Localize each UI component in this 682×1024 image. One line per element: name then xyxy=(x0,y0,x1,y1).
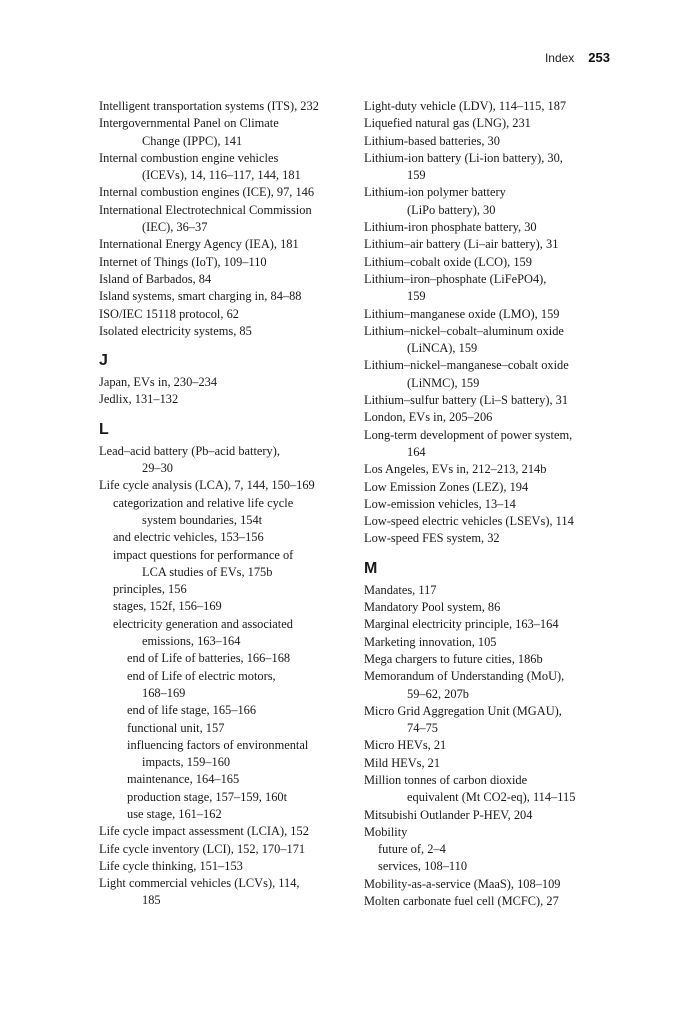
index-entry: Light-duty vehicle (LDV), 114–115, 187 xyxy=(364,99,567,113)
index-entry: International Energy Agency (IEA), 181 xyxy=(99,237,299,252)
index-entry: Lithium-based batteries, 30 xyxy=(364,133,500,148)
index-subsubentry: end of Life of electric motors, 168–169 xyxy=(127,668,276,700)
index-entry: Memorandum of Understanding (MoU), 59–62, 207b xyxy=(364,669,565,701)
index-entry: Low-speed FES system, 32 xyxy=(364,531,500,546)
index-entry: Mobility xyxy=(364,824,408,839)
index-column-left xyxy=(99,98,351,910)
index-entry: Intelligent transportation systems (ITS), 232 xyxy=(99,99,319,113)
index-entry: International Electrotechnical Commission (IEC), 36–37 xyxy=(99,202,312,235)
index-entry: Micro Grid Aggregation Unit (MGAU), 74–75 xyxy=(364,703,562,736)
section-letter-j: J xyxy=(99,352,108,370)
index-subsubentry: functional unit, 157 xyxy=(127,720,225,735)
index-entry: Intergovernmental Panel on Climate Change (IPPC), 141 xyxy=(99,116,279,148)
index-subentry: services, 108–110 xyxy=(378,859,468,874)
index-subsubentry: maintenance, 164–165 xyxy=(127,772,240,787)
index-entry: Low Emission Zones (LEZ), 194 xyxy=(364,479,529,494)
index-entry: Mandates, 117 xyxy=(364,582,437,597)
index-entry: Japan, EVs in, 230–234 xyxy=(99,375,218,390)
index-entry: Molten carbonate fuel cell (MCFC), 27 xyxy=(364,894,559,909)
running-head: Index xyxy=(544,51,575,65)
index-entry: Isolated electricity systems, 85 xyxy=(99,323,252,338)
index-entry: Life cycle thinking, 151–153 xyxy=(99,858,243,873)
index-subentry: stages, 152f, 156–169 xyxy=(113,599,222,614)
index-entry: Marketing innovation, 105 xyxy=(364,634,497,649)
index-entry: Internal combustion engines (ICE), 97, 146 xyxy=(99,185,315,200)
index-entry: Life cycle analysis (LCA), 7, 144, 150–169 xyxy=(99,478,315,493)
index-entry: Jedlix, 131–132 xyxy=(99,392,179,407)
index-subsubentry: production stage, 157–159, 160t xyxy=(127,789,288,804)
index-entry: Internet of Things (IoT), 109–110 xyxy=(99,254,267,269)
index-entry: Island of Barbados, 84 xyxy=(99,271,212,286)
index-entry: Lithium-ion polymer battery (LiPo battery), 30 xyxy=(364,185,506,217)
index-entry: ISO/IEC 15118 protocol, 62 xyxy=(99,306,239,321)
index-entry: Internal combustion engine vehicles (ICEVs), 14, 116–117, 144, 181 xyxy=(99,150,301,183)
index-subsubentry: influencing factors of environmental impacts, 159–160 xyxy=(127,737,309,770)
index-entry: London, EVs in, 205–206 xyxy=(364,410,493,425)
index-entry: Mandatory Pool system, 86 xyxy=(364,600,501,615)
index-entry: Lithium–cobalt oxide (LCO), 159 xyxy=(364,254,532,269)
index-entry: Los Angeles, EVs in, 212–213, 214b xyxy=(364,462,547,477)
page-number: 253 xyxy=(588,50,610,65)
index-subsubentry: end of life stage, 165–166 xyxy=(127,703,257,718)
index-subsubentry: use stage, 161–162 xyxy=(127,806,222,821)
index-entry: Life cycle inventory (LCI), 152, 170–171 xyxy=(99,841,306,856)
index-entry: Mega chargers to future cities, 186b xyxy=(364,651,543,666)
index-entry: Lithium–air battery (Li–air battery), 31 xyxy=(364,237,559,252)
page-header xyxy=(545,50,610,65)
index-entry: Light commercial vehicles (LCVs), 114, 185 xyxy=(99,876,300,908)
index-entry: Low-speed electric vehicles (LSEVs), 114 xyxy=(364,514,574,529)
index-subentry: principles, 156 xyxy=(113,582,187,597)
index-column-right xyxy=(364,98,614,910)
index-entry: Mobility-as-a-service (MaaS), 108–109 xyxy=(364,876,561,891)
index-subentry: categorization and relative life cycle system boundaries, 154t xyxy=(113,495,294,527)
index-entry: Marginal electricity principle, 163–164 xyxy=(364,617,559,632)
index-subentry: and electric vehicles, 153–156 xyxy=(113,530,264,545)
index-entry: Lithium–nickel–cobalt–aluminum oxide (LiNCA), 159 xyxy=(364,323,564,356)
index-entry: Life cycle impact assessment (LCIA), 152 xyxy=(99,824,309,839)
index-entry: Million tonnes of carbon dioxide equivalent (Mt CO2-eq), 114–115 xyxy=(364,772,576,805)
index-entry: Lithium–manganese oxide (LMO), 159 xyxy=(364,306,560,321)
index-entry: Lithium–sulfur battery (Li–S battery), 31 xyxy=(364,393,569,408)
index-entry: Long-term development of power system, 164 xyxy=(364,427,573,459)
index-subentry: impact questions for performance of LCA studies of EVs, 175b xyxy=(113,547,294,579)
index-entry: Lithium-ion battery (Li-ion battery), 30, 159 xyxy=(364,150,563,183)
index-entry: Lead–acid battery (Pb–acid battery), 29–30 xyxy=(99,443,280,476)
index-entry: Island systems, smart charging in, 84–88 xyxy=(99,289,302,304)
index-entry: Mild HEVs, 21 xyxy=(364,755,441,770)
section-letter-l: L xyxy=(99,420,109,438)
index-entry: Micro HEVs, 21 xyxy=(364,738,447,753)
index-subentry: future of, 2–4 xyxy=(378,842,446,857)
index-entry: Low-emission vehicles, 13–14 xyxy=(364,496,516,511)
section-letter-m: M xyxy=(364,559,378,577)
index-entry: Liquefied natural gas (LNG), 231 xyxy=(364,116,531,131)
index-entry: Mitsubishi Outlander P-HEV, 204 xyxy=(364,807,533,822)
index-subsubentry: end of Life of batteries, 166–168 xyxy=(127,651,291,666)
index-subentry: electricity generation and associated emissions, 163–164 xyxy=(113,616,293,649)
index-entry: Lithium–iron–phosphate (LiFePO4), 159 xyxy=(364,271,547,304)
index-entry: Lithium-iron phosphate battery, 30 xyxy=(364,220,537,235)
index-entry: Lithium–nickel–manganese–cobalt oxide (LiNMC), 159 xyxy=(364,358,569,390)
